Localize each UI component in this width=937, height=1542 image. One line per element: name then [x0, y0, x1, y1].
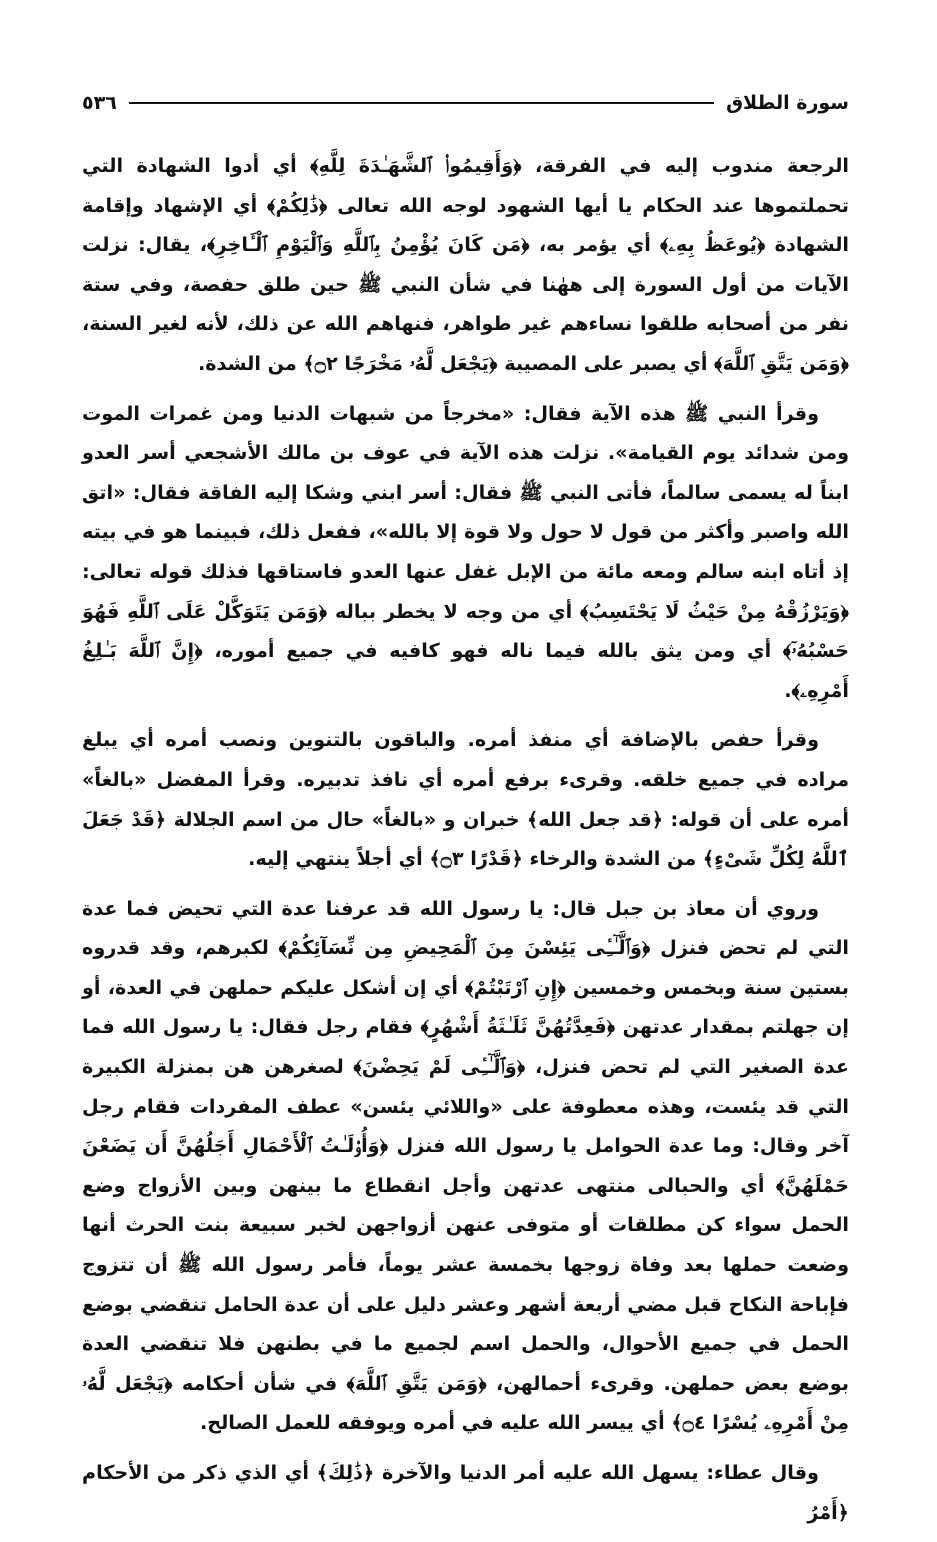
- header-rule: [129, 102, 714, 104]
- paragraph: وقرأ حفص بالإضافة أي منفذ أمره. والباقون بالتنوين ونصب أمره أي يبلغ مراده في جميع خلقه. وقرىء برفع أمره أي نافذ تدبيره. وقرأ المفضل «بالغاً» أمره على أن قوله: ﴿قد جعل الله﴾ خبران و «بالغاً» حال من اسم الجلالة ﴿قَدْ جَعَلَ ٱللَّهُ لِكُلِّ شَىْءٍ﴾ من الشدة والرخاء ﴿قَدْرًا ۝٣﴾ أي أجلاً ينتهي إليه.: [82, 728, 849, 871]
- paragraph: وقال عطاء: يسهل الله عليه أمر الدنيا والآخرة ﴿ذَٰلِكَ﴾ أي الذي ذكر من الأحكام ﴿أَمْرُ: [82, 1461, 849, 1524]
- paragraph: وقرأ النبي ﷺ هذه الآية فقال: «مخرجاً من شبهات الدنيا ومن غمرات الموت ومن شدائد يوم القيامة». نزلت هذه الآية في عوف بن مالك الأشجعي أسر العدو ابناً له يسمى سالماً، فأتى النبي ﷺ فقال: أسر ابني وشكا إليه الفاقة فقال: «اتق الله واصبر وأكثر من قول لا حول ولا قوة إلا بالله»، ففعل ذلك، فبينما هو في بيته إذ أتاه ابنه سالم ومعه مائة من الإبل غفل عنها العدو فاستاقها فذلك قوله تعالى: ﴿وَيَرْزُقْهُ مِنْ حَيْثُ لَا يَحْتَسِبُ﴾ أي من وجه لا يخطر بباله ﴿وَمَن يَتَوَكَّلْ عَلَى ٱللَّهِ فَهُوَ حَسْبُهُۥٓ﴾ أي ومن يثق بالله فيما ناله فهو كافيه في جميع أموره، ﴿إِنَّ ٱللَّهَ بَـٰلِغُ أَمْرِهِۦ﴾.: [82, 401, 849, 702]
- paragraph: الرجعة مندوب إليه في الفرقة، ﴿وَأَقِيمُوا۟ ٱلشَّهَـٰدَةَ لِلَّهِ﴾ أي أدوا الشهادة التي تحملتموها عند الحكام يا أيها الشهود لوجه الله تعالى ﴿ذَٰلِكُمْ﴾ أي الإشهاد وإقامة الشهادة ﴿يُوعَظُ بِهِۦ﴾ أي يؤمر به، ﴿مَن كَانَ يُؤْمِنُ بِٱللَّهِ وَٱلْيَوْمِ ٱلْـَٔاخِرِ﴾، يقال: نزلت الآيات من أول السورة إلى ههٰنا في شأن النبي ﷺ حين طلق حفصة، وفي ستة نفر من أصحابه طلقوا نساءهم غير طواهر، فنهاهم الله عن ذلك، لأنه لغير السنة، ﴿وَمَن يَتَّقِ ٱللَّهَ﴾ أي يصبر على المصيبة ﴿يَجْعَل لَّهُۥ مَخْرَجًا ۝٢﴾ من الشدة.: [82, 154, 849, 375]
- page-number: ٥٣٦: [82, 92, 117, 114]
- surah-name: سورة الطلاق: [726, 92, 849, 114]
- paragraph: وروي أن معاذ بن جبل قال: يا رسول الله قد عرفنا عدة التي تحيض فما عدة التي لم تحض فنزل ﴿وَٱلَّـٰٓـِٔى يَئِسْنَ مِنَ ٱلْمَحِيضِ مِن نِّسَآئِكُمْ﴾ لكبرهم، وقد قدروه بستين سنة وبخمس وخمسين ﴿إِنِ ٱرْتَبْتُمْ﴾ أي إن أشكل عليكم حملهن في العدة، أو إن جهلتم بمقدار عدتهن ﴿فَعِدَّتُهُنَّ ثَلَـٰثَةُ أَشْهُرٍ﴾ فقام رجل فقال: يا رسول الله فما عدة الصغير التي لم تحض فنزل، ﴿وَٱلَّـٰٓـِٔى لَمْ يَحِضْنَ﴾ لصغرهن هن بمنزلة الكبيرة التي قد يئست، وهذه معطوفة على «واللائي يئسن» عطف المفردات فقام رجل آخر وقال: وما عدة الحوامل يا رسول الله فنزل ﴿وَأُو۟لَـٰتُ ٱلْأَحْمَالِ أَجَلُهُنَّ أَن يَضَعْنَ حَمْلَهُنَّ﴾ أي والحبالى منتهى عدتهن وأجل انقطاع ما بينهن وبين الأزواج وضع الحمل سواء كن مطلقات أو متوفى عنهن أزواجهن لخبر سبيعة بنت الحرث أنها وضعت حملها بعد وفاة زوجها بخمسة عشر يوماً، فأمر رسول الله ﷺ أن تتزوج فإباحة النكاح قبل مضي أربعة أشهر وعشر دليل على أن عدة الحامل تنقضي بوضع الحمل في جميع الأحوال، والحمل اسم لجميع ما في بطنهن فلا تنقضي العدة بوضع بعض حملهن. وقرىء أحمالهن، ﴿وَمَن يَتَّقِ ٱللَّهَ﴾ في شأن أحكامه ﴿يَجْعَل لَّهُۥ مِنْ أَمْرِهِۦ يُسْرًا ۝٤﴾ أي ييسر الله عليه في أمره ويوفقه للعمل الصالح.: [82, 896, 849, 1435]
- page-header: [82, 86, 849, 120]
- page-body: [82, 146, 849, 1542]
